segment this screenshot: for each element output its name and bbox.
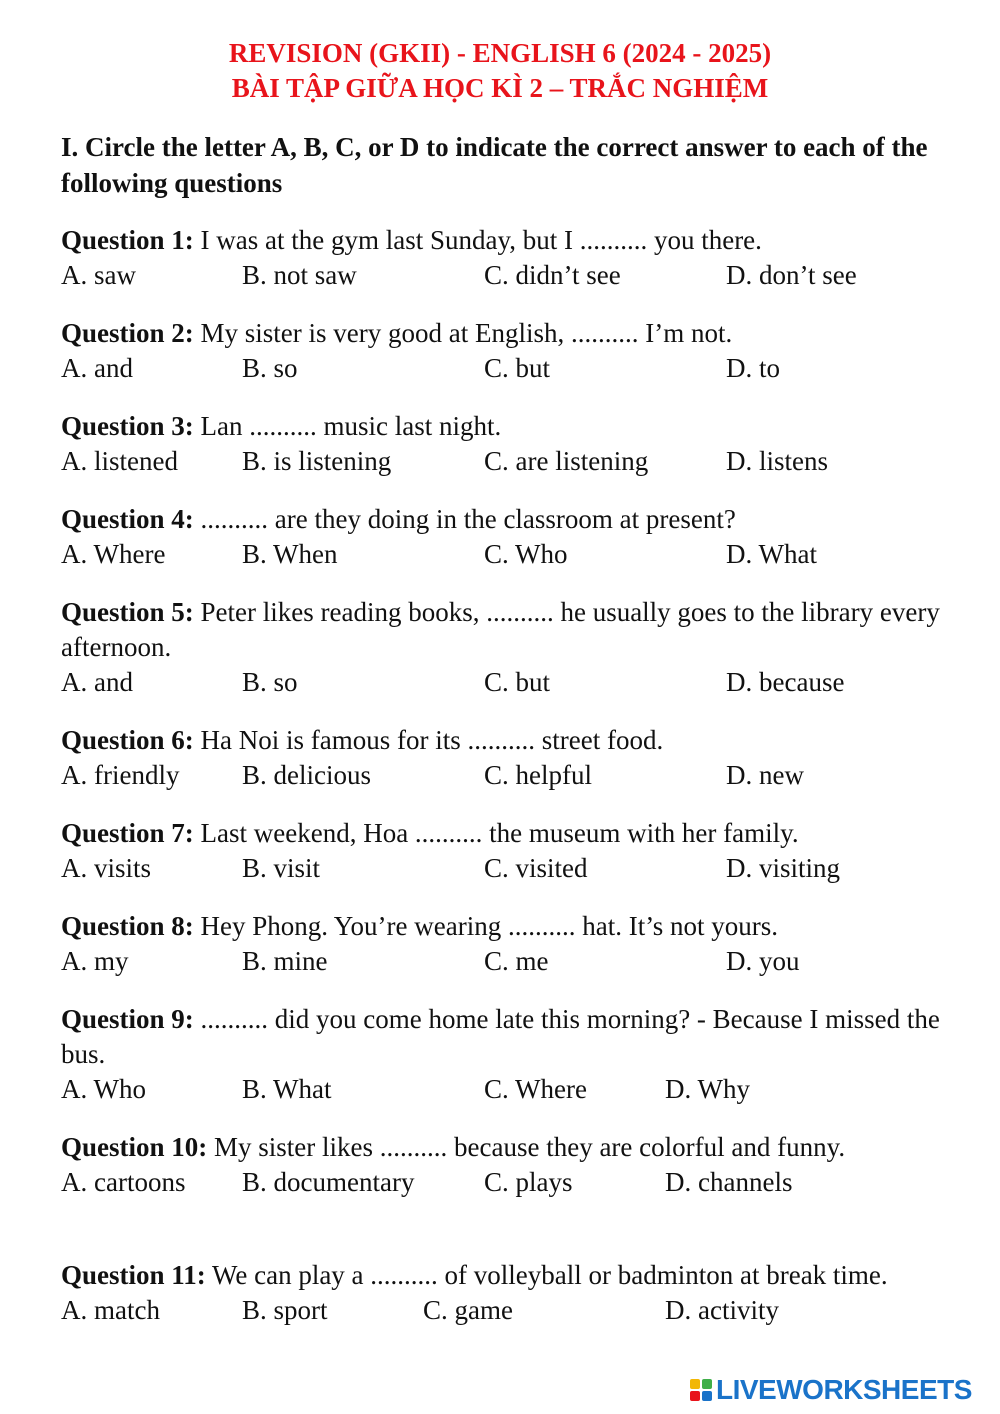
question-text: My sister is very good at English, .......... I’m not.: [200, 318, 733, 348]
option-b[interactable]: B. not saw: [242, 260, 357, 290]
option-c[interactable]: C. are listening: [484, 446, 649, 476]
option-c[interactable]: C. helpful: [484, 760, 592, 790]
options-row: [61, 1293, 941, 1328]
question-10: [61, 1130, 941, 1200]
option-c[interactable]: C. game: [423, 1295, 513, 1325]
question-text: .......... did you come home late this morning? - Because I missed the bus.: [61, 1004, 940, 1069]
option-b[interactable]: B. so: [242, 667, 298, 697]
option-d[interactable]: D. listens: [726, 446, 829, 476]
option-a[interactable]: A. match: [61, 1295, 160, 1325]
option-d[interactable]: D. to: [726, 353, 780, 383]
question-11: [61, 1258, 941, 1328]
question-text: I was at the gym last Sunday, but I .......... you there.: [200, 225, 762, 255]
option-b[interactable]: B. is listening: [242, 446, 392, 476]
option-d[interactable]: D. Why: [665, 1074, 750, 1104]
question-label: Question 4:: [61, 504, 194, 534]
option-a[interactable]: A. cartoons: [61, 1167, 186, 1197]
option-b[interactable]: B. mine: [242, 946, 328, 976]
option-b[interactable]: B. What: [242, 1074, 332, 1104]
question-9: [61, 1002, 941, 1107]
question-label: Question 9:: [61, 1004, 194, 1034]
question-7: [61, 816, 941, 886]
title-line-1: REVISION (GKII) - ENGLISH 6 (2024 - 2025): [228, 38, 772, 68]
question-text: Ha Noi is famous for its .......... street food.: [200, 725, 664, 755]
question-label: Question 6:: [61, 725, 194, 755]
options-row: [61, 258, 941, 293]
question-label: Question 5:: [61, 597, 194, 627]
option-d[interactable]: D. channels: [665, 1167, 793, 1197]
options-row: [61, 444, 941, 479]
option-c[interactable]: C. Where: [484, 1074, 587, 1104]
question-label: Question 7:: [61, 818, 194, 848]
option-a[interactable]: A. listened: [61, 446, 178, 476]
options-row: [61, 537, 941, 572]
option-b[interactable]: B. visit: [242, 853, 321, 883]
options-row: [61, 944, 941, 979]
option-a[interactable]: A. and: [61, 667, 133, 697]
question-2: [61, 316, 941, 386]
option-a[interactable]: A. saw: [61, 260, 136, 290]
question-4: [61, 502, 941, 572]
option-a[interactable]: A. Where: [61, 539, 166, 569]
question-label: Question 1:: [61, 225, 194, 255]
question-1: [61, 223, 941, 293]
options-row: [61, 1072, 941, 1107]
option-d[interactable]: D. because: [726, 667, 845, 697]
option-d[interactable]: D. activity: [665, 1295, 779, 1325]
option-d[interactable]: D. What: [726, 539, 817, 569]
question-text: .......... are they doing in the classroom at present?: [200, 504, 736, 534]
question-5: [61, 595, 941, 700]
options-row: [61, 851, 941, 886]
option-a[interactable]: A. friendly: [61, 760, 180, 790]
option-c[interactable]: C. didn’t see: [484, 260, 621, 290]
question-text: Last weekend, Hoa .......... the museum with her family.: [200, 818, 799, 848]
option-c[interactable]: C. plays: [484, 1167, 573, 1197]
options-row: [61, 758, 941, 793]
option-c[interactable]: C. but: [484, 667, 551, 697]
option-d[interactable]: D. new: [726, 760, 804, 790]
question-text: Lan .......... music last night.: [200, 411, 502, 441]
option-a[interactable]: A. visits: [61, 853, 152, 883]
question-6: [61, 723, 941, 793]
question-label: Question 2:: [61, 318, 194, 348]
option-c[interactable]: C. but: [484, 353, 551, 383]
option-c[interactable]: C. Who: [484, 539, 568, 569]
option-a[interactable]: A. Who: [61, 1074, 146, 1104]
question-text: Hey Phong. You’re wearing .......... hat. It’s not yours.: [200, 911, 778, 941]
options-row: [61, 665, 941, 700]
title-line-2: BÀI TẬP GIỮA HỌC KÌ 2 – TRẮC NGHIỆM: [231, 73, 769, 103]
option-b[interactable]: B. sport: [242, 1295, 328, 1325]
question-text: Peter likes reading books, .......... he usually goes to the library every afternoon.: [61, 597, 940, 662]
option-d[interactable]: D. don’t see: [726, 260, 857, 290]
question-3: [61, 409, 941, 479]
option-c[interactable]: C. me: [484, 946, 549, 976]
question-label: Question 10:: [61, 1132, 208, 1162]
option-b[interactable]: B. When: [242, 539, 338, 569]
question-label: Question 11:: [61, 1260, 206, 1290]
option-b[interactable]: B. so: [242, 353, 298, 383]
option-d[interactable]: D. visiting: [726, 853, 841, 883]
question-text: My sister likes .......... because they are colorful and funny.: [214, 1132, 846, 1162]
options-row: [61, 1165, 941, 1200]
option-c[interactable]: C. visited: [484, 853, 588, 883]
question-8: [61, 909, 941, 979]
option-b[interactable]: B. documentary: [242, 1167, 415, 1197]
liveworksheets-logo-icon: [690, 1379, 712, 1401]
question-label: Question 8:: [61, 911, 194, 941]
option-b[interactable]: B. delicious: [242, 760, 371, 790]
liveworksheets-logo[interactable]: [690, 1370, 972, 1410]
question-text: We can play a .......... of volleyball or badminton at break time.: [212, 1260, 888, 1290]
section-instruction: I. Circle the letter A, B, C, or D to indicate the correct answer to each of the following questions: [61, 132, 928, 198]
options-row: [61, 351, 941, 386]
option-a[interactable]: A. my: [61, 946, 129, 976]
option-a[interactable]: A. and: [61, 353, 133, 383]
question-label: Question 3:: [61, 411, 194, 441]
option-d[interactable]: D. you: [726, 946, 800, 976]
logo-text: LIVEWORKSHEETS: [716, 1374, 972, 1405]
